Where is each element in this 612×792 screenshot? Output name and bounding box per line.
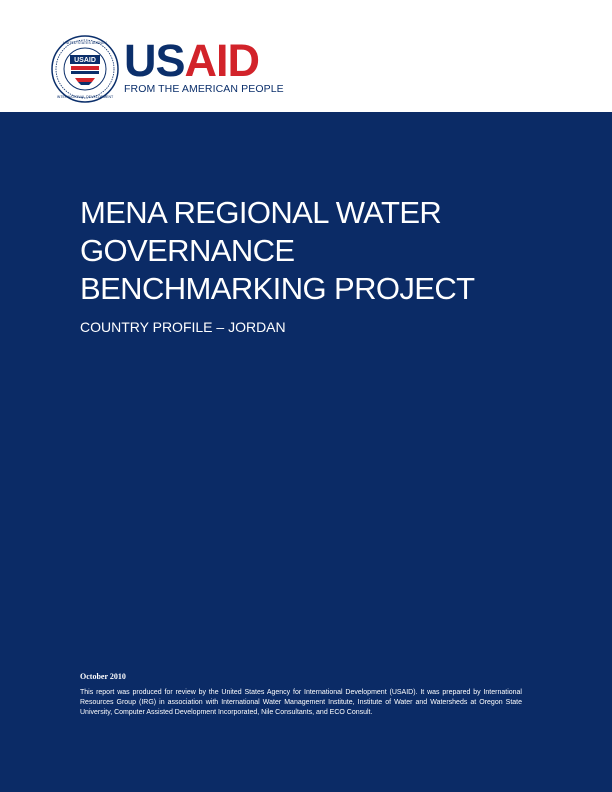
wordmark-aid: AID [184, 35, 260, 86]
wordmark-us: US [124, 35, 185, 86]
title-line: MENA REGIONAL WATER [80, 195, 442, 230]
header [0, 0, 612, 112]
svg-text:UNITED STATES AGENCY: UNITED STATES AGENCY [63, 41, 107, 45]
disclaimer-text: This report was produced for review by the United States Agency for International Development (USAID). It was prepared by International Resources Group (IRG) in association with International Water Management Institute, Institute of Water and Watersheds at Oregon State University, Computer Assisted Development Incorporated, Nile Consultants, and ECO Consult. [80, 689, 522, 716]
title-line: BENCHMARKING PROJECT [80, 271, 475, 306]
report-subtitle: COUNTRY PROFILE – JORDAN [80, 319, 286, 335]
svg-text:USAID: USAID [74, 57, 96, 64]
svg-text:INTERNATIONAL DEVELOPMENT: INTERNATIONAL DEVELOPMENT [56, 95, 114, 99]
usaid-logo-text [124, 35, 284, 95]
report-date: October 2010 [80, 672, 126, 681]
title-line: GOVERNANCE [80, 233, 295, 268]
usaid-wordmark [124, 35, 284, 86]
report-title [80, 194, 580, 308]
logo-tagline: FROM THE AMERICAN PEOPLE [124, 83, 284, 95]
usaid-seal-logo [51, 35, 119, 103]
cover-panel [0, 112, 612, 792]
